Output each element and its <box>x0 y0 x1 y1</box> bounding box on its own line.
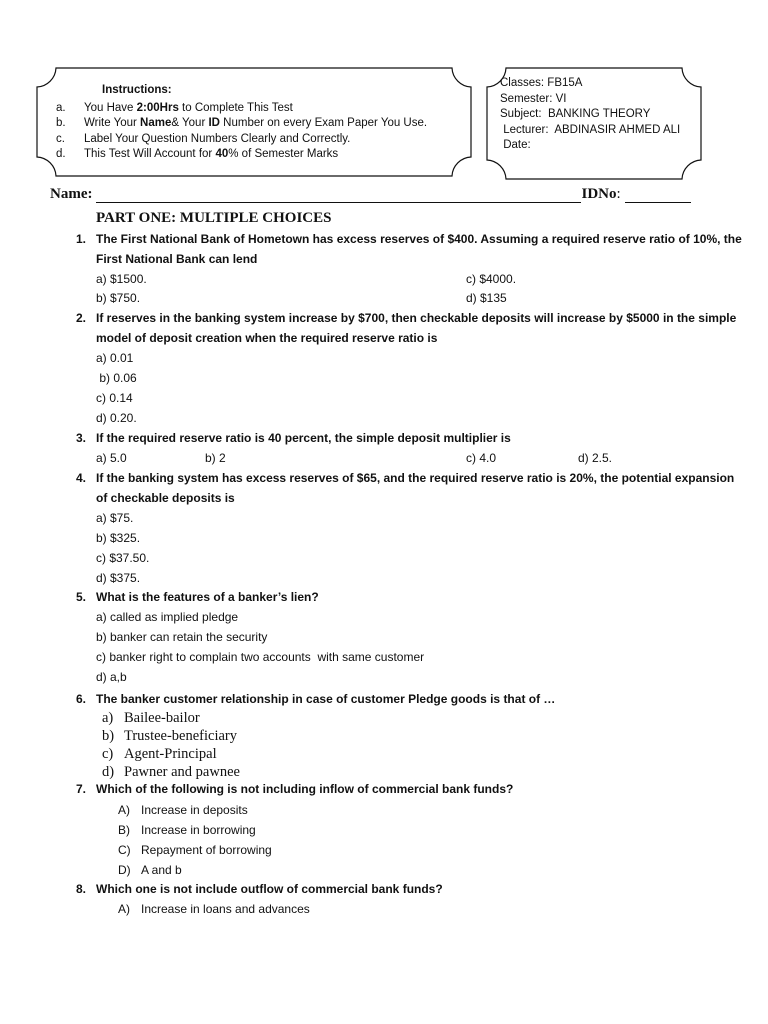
question-number: 3. <box>75 431 86 445</box>
option-a: A) Increase in deposits <box>118 803 248 817</box>
id-label: IDNo <box>581 186 617 202</box>
option-d: d) 2.5. <box>578 451 613 465</box>
option-a: a) Bailee-bailor <box>102 710 200 726</box>
option-a: a) 0.01 <box>96 351 134 365</box>
part-title: PART ONE: MULTIPLE CHOICES <box>96 210 332 226</box>
instruction-letter: a. <box>56 101 66 114</box>
option-b: b) $750. <box>96 291 141 305</box>
option-d: d) $375. <box>96 571 141 585</box>
question-text: The banker customer relationship in case of customer Pledge goods is that of … <box>96 692 556 706</box>
semester-text: Semester: VI <box>500 92 567 105</box>
instruction-letter: d. <box>56 148 66 160</box>
option-c: c) 0.14 <box>96 391 133 405</box>
question-text: What is the features of a banker’s lien? <box>96 590 319 604</box>
option-d: d) $135 <box>466 291 507 305</box>
question-text: The First National Bank of Hometown has excess reserves of $400. Assuming a required reserve ratio of 10%, the First National Bank can lend <box>96 232 742 266</box>
option-d: d) 0.20. <box>96 411 137 425</box>
option-b: b) banker can retain the security <box>96 630 268 644</box>
id-colon: : <box>616 186 621 202</box>
question-number: 4. <box>75 471 86 485</box>
question-text: Which of the following is not including inflow of commercial bank funds? <box>96 782 514 796</box>
question-3 <box>68 428 748 448</box>
option-b: B) Increase in borrowing <box>118 823 256 837</box>
option-d: d) a,b <box>96 670 127 684</box>
name-label: Name: <box>50 186 93 202</box>
option-c: c) Agent-Principal <box>102 746 217 762</box>
option-c: c) banker right to complain two accounts with same customer <box>96 650 425 664</box>
question-1 <box>68 229 748 269</box>
instruction-letter: c. <box>56 132 65 145</box>
question-7 <box>68 779 748 799</box>
instructions-box <box>36 67 472 177</box>
instruction-c: c. Label Your Question Numbers Clearly and Correctly. <box>56 132 427 148</box>
question-6 <box>68 689 748 709</box>
instruction-d: d. This Test Will Account for 40% of Semester Marks <box>56 147 427 163</box>
option-c: C) Repayment of borrowing <box>118 843 272 857</box>
option-c: c) $37.50. <box>96 551 150 565</box>
option-a: a) $1500. <box>96 272 147 286</box>
question-text: If the banking system has excess reserves of $65, and the required reserve ratio is 20%, the potential expansion of checkable deposits is <box>96 471 735 505</box>
instruction-letter: b. <box>56 117 66 129</box>
instructions-title: Instructions: <box>102 84 172 96</box>
option-a: A) Increase in loans and advances <box>118 902 310 916</box>
question-5 <box>68 587 748 607</box>
lecturer-text: Lecturer: ABDINASIR AHMED ALI <box>500 123 681 136</box>
option-b: b) 2 <box>205 451 226 465</box>
option-b: b) 0.06 <box>96 371 137 385</box>
instruction-a: a. You Have 2:00Hrs to Complete This Test <box>56 101 427 117</box>
id-field[interactable] <box>625 188 691 203</box>
name-id-row <box>50 186 710 203</box>
option-b: b) $325. <box>96 531 141 545</box>
question-4 <box>68 468 748 508</box>
question-8 <box>68 879 748 899</box>
option-c: c) 4.0 <box>466 451 497 465</box>
instruction-b: b. Write Your Name& Your ID Number on every Exam Paper You Use. <box>56 116 427 132</box>
question-number: 2. <box>75 311 86 325</box>
question-number: 5. <box>75 590 86 604</box>
question-2 <box>68 308 748 348</box>
question-number: 1. <box>75 232 86 246</box>
option-d: d) Pawner and pawnee <box>102 764 240 780</box>
option-d: D) A and b <box>118 863 182 877</box>
name-field[interactable] <box>96 188 581 203</box>
question-text: If the required reserve ratio is 40 percent, the simple deposit multiplier is <box>96 431 511 445</box>
option-c: c) $4000. <box>466 272 517 286</box>
subject-text: Subject: BANKING THEORY <box>500 108 651 120</box>
option-b: b) Trustee-beneficiary <box>102 728 238 744</box>
question-text: Which one is not include outflow of commercial bank funds? <box>96 882 443 896</box>
question-number: 7. <box>75 782 86 796</box>
option-a: a) $75. <box>96 511 134 525</box>
classes-text: Classes: FB15A <box>500 77 583 89</box>
option-a: a) 5.0 <box>96 451 127 465</box>
question-text: If reserves in the banking system increase by $700, then checkable deposits will increase by $5000 in the simple model of deposit creation when the required reserve ratio is <box>96 311 737 345</box>
option-a: a) called as implied pledge <box>96 610 239 624</box>
date-text: Date: <box>500 139 531 151</box>
class-info-box <box>486 67 702 180</box>
question-number: 6. <box>75 692 86 706</box>
question-number: 8. <box>75 882 86 896</box>
